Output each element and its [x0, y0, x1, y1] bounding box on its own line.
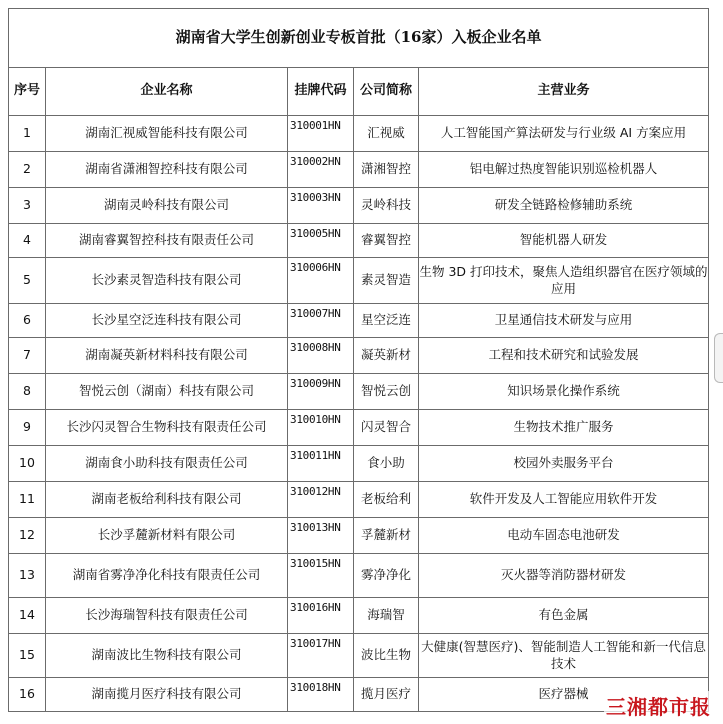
table-row: [9, 554, 709, 598]
row-number: 3: [9, 188, 46, 224]
table-row: [9, 446, 709, 482]
company-name: 湖南汇视威智能科技有限公司: [46, 116, 288, 152]
main-business: 电动车固态电池研发: [419, 518, 709, 554]
listing-code: 310005HN: [288, 224, 354, 258]
main-business: 研发全链路检修辅助系统: [419, 188, 709, 224]
row-number: 4: [9, 224, 46, 258]
company-name: 湖南老板给利科技有限公司: [46, 482, 288, 518]
table-row: [9, 410, 709, 446]
newspaper-watermark: 三湘都市报: [604, 691, 713, 720]
row-number: 9: [9, 410, 46, 446]
listing-code: 310009HN: [288, 374, 354, 410]
listing-code: 310003HN: [288, 188, 354, 224]
company-abbr: 潇湘智控: [354, 152, 419, 188]
table-row: [9, 482, 709, 518]
table-row: [9, 374, 709, 410]
title-row: [9, 9, 709, 68]
company-name: 长沙海瑞智科技有限责任公司: [46, 598, 288, 634]
company-abbr: 食小助: [354, 446, 419, 482]
table-title: 湖南省大学生创新创业专板首批（16家）入板企业名单: [9, 9, 709, 68]
header-no: 序号: [9, 68, 46, 116]
row-number: 12: [9, 518, 46, 554]
company-abbr: 星空泛连: [354, 304, 419, 338]
row-number: 11: [9, 482, 46, 518]
table-row: [9, 116, 709, 152]
header-abbr: 公司简称: [354, 68, 419, 116]
company-name: 湖南揽月医疗科技有限公司: [46, 678, 288, 712]
listing-code: 310007HN: [288, 304, 354, 338]
header-row: [9, 68, 709, 116]
company-name: 湖南省潇湘智控科技有限公司: [46, 152, 288, 188]
main-business: 卫星通信技术研发与应用: [419, 304, 709, 338]
listing-code: 310017HN: [288, 634, 354, 678]
table-body: [9, 116, 709, 712]
row-number: 1: [9, 116, 46, 152]
company-name: 湖南省雾净净化科技有限责任公司: [46, 554, 288, 598]
table-row: [9, 152, 709, 188]
row-number: 13: [9, 554, 46, 598]
table-row: [9, 224, 709, 258]
company-name: 湖南凝英新材料科技有限公司: [46, 338, 288, 374]
company-name: 湖南睿翼智控科技有限责任公司: [46, 224, 288, 258]
row-number: 2: [9, 152, 46, 188]
listing-code: 310002HN: [288, 152, 354, 188]
company-abbr: 揽月医疗: [354, 678, 419, 712]
header-business: 主营业务: [419, 68, 709, 116]
company-abbr: 孚麓新材: [354, 518, 419, 554]
company-abbr: 波比生物: [354, 634, 419, 678]
row-number: 15: [9, 634, 46, 678]
company-abbr: 睿翼智控: [354, 224, 419, 258]
company-abbr: 老板给利: [354, 482, 419, 518]
table-row: [9, 598, 709, 634]
company-abbr: 凝英新材: [354, 338, 419, 374]
main-business: 医疗器械: [419, 678, 709, 712]
listing-code: 310015HN: [288, 554, 354, 598]
main-business: 生物 3D 打印技术，聚焦人造组织器官在医疗领域的应用: [419, 258, 709, 304]
table-row: [9, 304, 709, 338]
row-number: 6: [9, 304, 46, 338]
listing-code: 310011HN: [288, 446, 354, 482]
listing-code: 310016HN: [288, 598, 354, 634]
company-name: 长沙闪灵智合生物科技有限责任公司: [46, 410, 288, 446]
main-business: 校园外卖服务平台: [419, 446, 709, 482]
company-abbr: 雾净净化: [354, 554, 419, 598]
row-number: 7: [9, 338, 46, 374]
main-business: 大健康(智慧医疗)、智能制造人工智能和新一代信息技术: [419, 634, 709, 678]
header-code: 挂牌代码: [288, 68, 354, 116]
row-number: 14: [9, 598, 46, 634]
row-number: 5: [9, 258, 46, 304]
company-abbr: 闪灵智合: [354, 410, 419, 446]
company-abbr: 智悦云创: [354, 374, 419, 410]
company-name: 长沙孚麓新材料有限公司: [46, 518, 288, 554]
company-abbr: 海瑞智: [354, 598, 419, 634]
row-number: 8: [9, 374, 46, 410]
listing-code: 310006HN: [288, 258, 354, 304]
table-row: [9, 634, 709, 678]
main-business: 生物技术推广服务: [419, 410, 709, 446]
company-table: [8, 8, 709, 712]
company-name: 湖南食小助科技有限责任公司: [46, 446, 288, 482]
company-name: 长沙星空泛连科技有限公司: [46, 304, 288, 338]
company-name: 湖南波比生物科技有限公司: [46, 634, 288, 678]
table-row: [9, 258, 709, 304]
company-abbr: 灵岭科技: [354, 188, 419, 224]
company-name: 湖南灵岭科技有限公司: [46, 188, 288, 224]
company-abbr: 素灵智造: [354, 258, 419, 304]
main-business: 智能机器人研发: [419, 224, 709, 258]
main-business: 工程和技术研究和试验发展: [419, 338, 709, 374]
header-name: 企业名称: [46, 68, 288, 116]
company-name: 智悦云创（湖南）科技有限公司: [46, 374, 288, 410]
main-business: 知识场景化操作系统: [419, 374, 709, 410]
main-business: 灭火器等消防器材研发: [419, 554, 709, 598]
company-name: 长沙素灵智造科技有限公司: [46, 258, 288, 304]
listing-code: 310010HN: [288, 410, 354, 446]
main-business: 软件开发及人工智能应用软件开发: [419, 482, 709, 518]
row-number: 16: [9, 678, 46, 712]
main-business: 有色金属: [419, 598, 709, 634]
main-business: 铝电解过热度智能识别巡检机器人: [419, 152, 709, 188]
company-list-sheet: [8, 8, 708, 712]
table-row: [9, 188, 709, 224]
listing-code: 310018HN: [288, 678, 354, 712]
table-row: [9, 338, 709, 374]
table-row: [9, 518, 709, 554]
company-abbr: 汇视威: [354, 116, 419, 152]
listing-code: 310008HN: [288, 338, 354, 374]
main-business: 人工智能国产算法研发与行业级 AI 方案应用: [419, 116, 709, 152]
row-number: 10: [9, 446, 46, 482]
listing-code: 310012HN: [288, 482, 354, 518]
listing-code: 310013HN: [288, 518, 354, 554]
listing-code: 310001HN: [288, 116, 354, 152]
side-scroll-handle[interactable]: [714, 333, 723, 383]
